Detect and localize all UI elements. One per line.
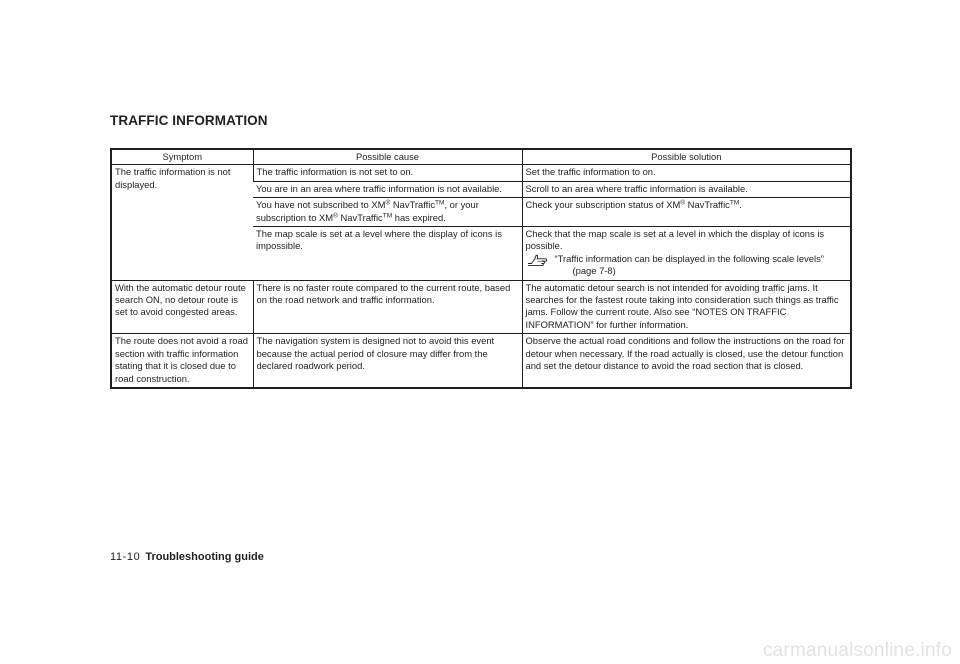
solution-cell [522, 227, 851, 281]
solution-cell: The automatic detour search is not intended for avoiding traffic jams. It searches for the fastest route taking into consideration such things as traffic jams. Follow the current route. Also see “NOTES ON TRAFFIC INFORMATION” for further information. [522, 280, 851, 334]
reference-page: (page 7-8) [572, 265, 616, 277]
solution-cell: Observe the actual road conditions and follow the instructions on the road for detour when necessary. If the road actually is closed, use the detour function and set the detour distance to avoid the road section that is closed. [522, 334, 851, 388]
watermark: carmanualsonline.info [762, 640, 952, 661]
cause-cell: The navigation system is designed not to avoid this event because the actual period of closure may differ from the declared roadwork period. [253, 334, 522, 388]
table-header-row [111, 149, 851, 165]
symptom-cell: With the automatic detour route search ON, no detour route is set to avoid congested areas. [111, 280, 253, 334]
reference-title: “Traffic information can be displayed in the following scale levels” [554, 252, 824, 264]
page-number: 11-10 [110, 551, 141, 563]
cause-cell: You are in an area where traffic information is not available. [253, 181, 522, 197]
table-row [111, 280, 851, 334]
symptom-cell: The route does not avoid a road section with traffic information stating that it is closed due to road construction. [111, 334, 253, 388]
solution-cell: Scroll to an area where traffic information is available. [522, 181, 851, 197]
page-footer [110, 551, 264, 563]
table-row [111, 165, 851, 181]
cause-cell: There is no faster route compared to the current route, based on the road network and traffic information. [253, 280, 522, 334]
header-possible-solution: Possible solution [522, 149, 851, 165]
solution-text: Check that the map scale is set at a level in which the display of icons is possible. [525, 228, 825, 252]
troubleshooting-table [110, 148, 852, 389]
cause-cell: You have not subscribed to XM® NavTraffic™, or your subscription to XM® NavTraffic™ has expired. [253, 198, 522, 227]
cause-cell: The traffic information is not set to on. [253, 165, 522, 181]
table-row [111, 334, 851, 388]
solution-cell: Set the traffic information to on. [522, 165, 851, 181]
cause-cell: The map scale is set at a level where the display of icons is impossible. [253, 227, 522, 281]
header-symptom: Symptom [111, 149, 253, 165]
solution-cell: Check your subscription status of XM® NavTraffic™. [522, 198, 851, 227]
pointing-hand-icon [527, 254, 549, 267]
header-possible-cause: Possible cause [253, 149, 522, 165]
chapter-title: Troubleshooting guide [145, 551, 264, 563]
page-reference [526, 253, 848, 278]
symptom-cell: The traffic information is not displayed. [111, 165, 253, 280]
section-title: TRAFFIC INFORMATION [110, 113, 268, 128]
